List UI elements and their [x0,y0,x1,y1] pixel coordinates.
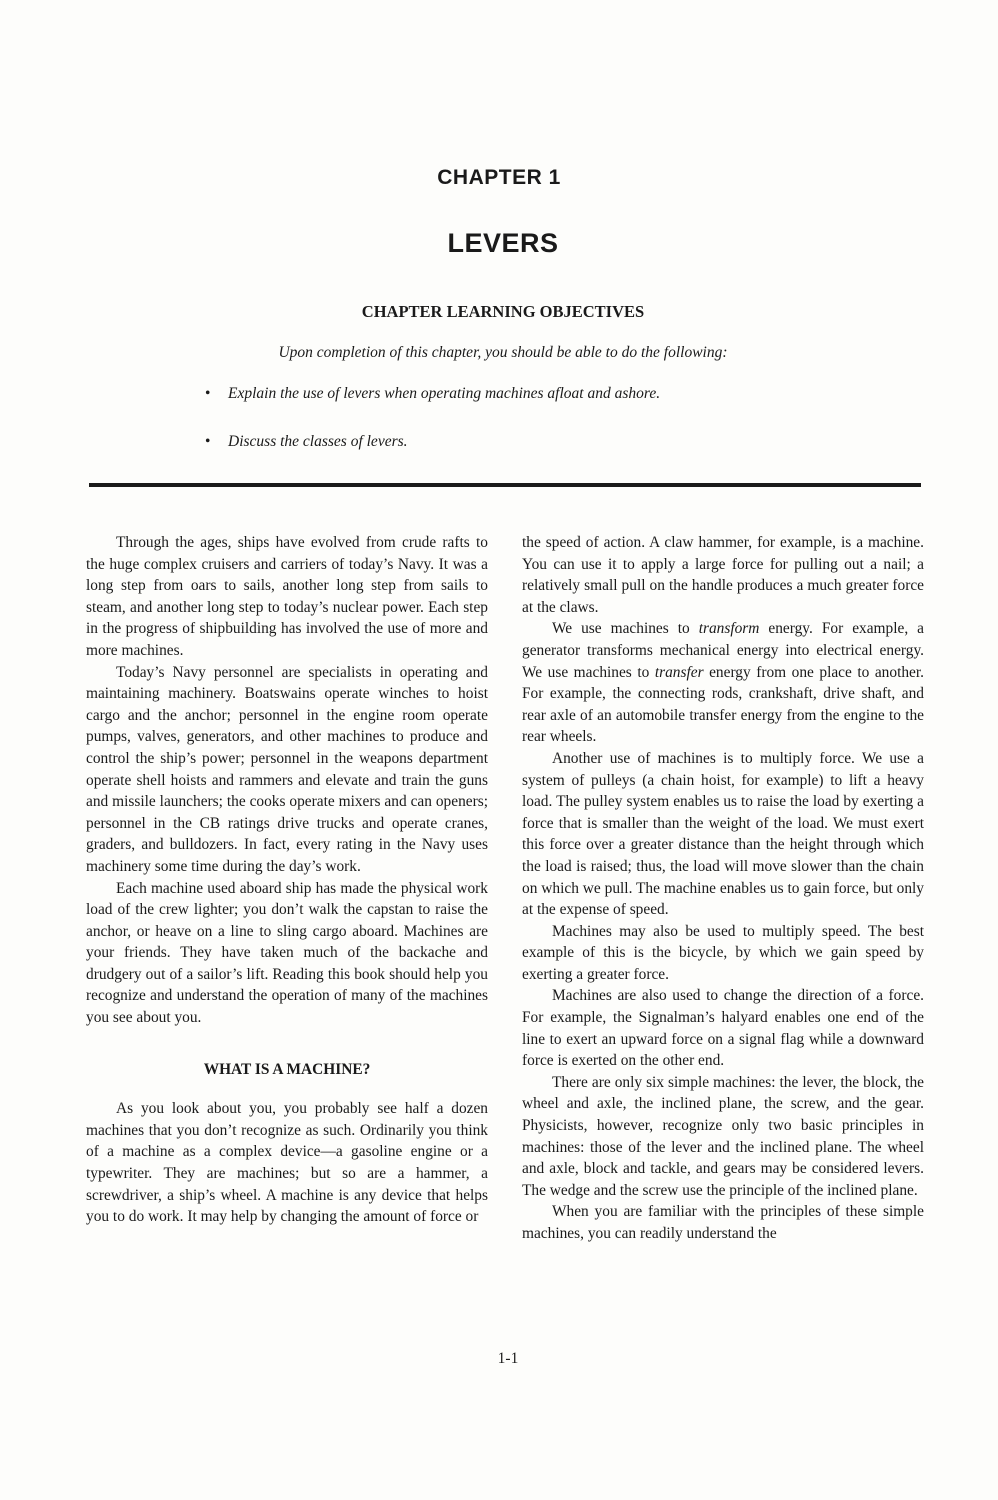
page-number: 1-1 [497,1350,519,1367]
objective-item [205,433,660,481]
body-paragraph: Another use of machines is to multiply force. We use a system of pulleys (a chain hoist, for example) to lift a heavy load. The pulley system enables us to raise the load by exerting a force that is smaller than the weight of the load. We must exert this force over a greater distance than the height through which the load is raised; thus, the load will move slower than the chain on which we pull. The machine enables us to gain force, but only at the expense of speed. [522,749,924,919]
body-paragraph [522,618,924,748]
body-paragraph: When you are familiar with the principles of these simple machines, you can readily understand the [522,1203,924,1242]
body-paragraph: Each machine used aboard ship has made the physical work load of the crew lighter; you don’t walk the capstan to raise the anchor, or heave on a line to sling cargo aboard. Machines are your friends. They have taken much of the backache and drudgery out of a sailor’s lift. Reading this book should help you recognize and understand the operation of many of the machines you see about you. [86,879,488,1027]
objective-item [205,385,660,433]
text-run: We use machines to [552,620,699,638]
text-run: energy. For example, a generator transforms mechanical energy into electrical energy. We use machines to [522,620,924,681]
emphasis-text: transform [698,620,760,638]
objective-text: Explain the use of levers when operating machines afloat and ashore. [228,385,661,402]
body-paragraph: There are only six simple machines: the lever, the block, the wheel and axle, the inclined plane, the screw, and the gear. Physicists, however, recognize only two basic principles in machines: those of the lever and the inclined plane. The wheel and axle, block and tackle, and gears may be considered levers. The wedge and the screw use the principle of the inclined plane. [522,1073,924,1199]
body-paragraph: Today’s Navy personnel are specialists in operating and maintaining machinery. Boatswains operate winches to hoist cargo and the anchor; personnel in the engine room operate pumps, valves, generators, and other machines to produce and control the ship’s power; personnel in the weapons department operate shell hoists and rammers and elevate and train the guns and missile launchers; the cooks operate mixers and can openers; personnel in the CB ratings drive trucks and operate cranes, graders, and bulldozers. In fact, every rating in the Navy uses machinery some time during the day’s work. [86,663,488,875]
chapter-label: CHAPTER 1 [437,166,561,189]
objectives-heading: CHAPTER LEARNING OBJECTIVES [361,302,645,321]
right-column [522,532,924,1245]
body-paragraph: Through the ages, ships have evolved from crude rafts to the huge complex cruisers and carriers of today’s Navy. It was a long step from oars to sails, another long step from sails to steam, and another long step to today’s nuclear power. Each step in the progress of shipbuilding has involved the use of more and more machines. [86,534,488,659]
bullet-icon: • [205,433,211,450]
body-paragraph: Machines are also used to change the direction of a force. For example, the Signalman’s halyard enables one end of the line to exert an upward force on a signal flag while a downward force is exerted on the other end. [522,987,924,1070]
section-heading: WHAT IS A MACHINE? [203,1060,371,1078]
objective-text: Discuss the classes of levers. [228,433,408,450]
section-divider [89,483,921,487]
chapter-title: LEVERS [447,228,559,258]
text-run: energy from one place to another. For example, the connecting rods, crankshaft, drive shaft, and rear axle of an automobile transfer energy from the engine to the rear wheels. [522,663,924,746]
left-column [86,532,488,1228]
bullet-icon: • [205,385,211,402]
emphasis-text: transfer [654,663,704,681]
body-paragraph: Machines may also be used to multiply speed. The best example of this is the bicycle, by which we gain speed by exerting a greater force. [522,922,924,983]
objectives-list [205,385,660,481]
body-paragraph: As you look about you, you probably see half a dozen machines that you don’t recognize as such. Ordinarily you think of a machine as a complex device—a gasoline engine or a typewriter. They are machines; but so are a hammer, a screwdriver, a ship’s wheel. A machine is any device that helps you to do work. It may help by changing the amount of force or [86,1100,488,1226]
objectives-intro: Upon completion of this chapter, you should be able to do the following: [278,344,728,361]
body-paragraph-continued: the speed of action. A claw hammer, for example, is a machine. You can use it to apply a large force for pulling out a nail; a relatively small pull on the handle produces a much greater force at the claws. [522,534,924,616]
